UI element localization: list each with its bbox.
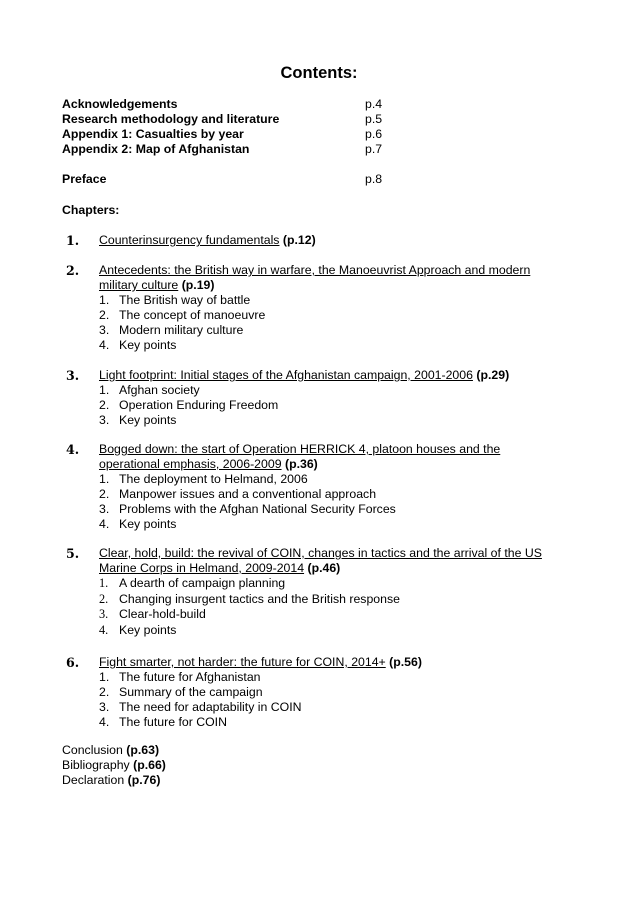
front-matter-item (62, 112, 502, 127)
front-matter-item (62, 172, 502, 187)
chapter-title-link[interactable]: operational emphasis, 2006-2009 (99, 457, 282, 471)
subsection-item: 4. Key points (99, 517, 177, 531)
front-matter-page: p.4 (365, 97, 383, 111)
front-matter-item (62, 97, 502, 112)
front-matter-label: Acknowledgements (62, 97, 178, 111)
chapters-heading: Chapters: (62, 203, 120, 217)
subsection-item: 2. Changing insurgent tactics and the British response (99, 591, 400, 606)
back-matter-label: Bibliography (62, 758, 130, 772)
chapter-heading (62, 368, 582, 383)
subsection-item: 2. The concept of manoeuvre (99, 308, 266, 322)
front-matter-page: p.6 (365, 127, 383, 141)
chapter-title-link[interactable]: Antecedents: the British way in warfare, the Manoeuvrist Approach and modern (99, 263, 531, 277)
subsection-item: 1. The future for Afghanistan (99, 670, 261, 684)
subsection-item: 1. The British way of battle (99, 293, 251, 307)
subsection-item: 1. The deployment to Helmand, 2006 (99, 472, 308, 486)
back-matter-label: Conclusion (62, 743, 123, 757)
subsection-item: 3. The need for adaptability in COIN (99, 700, 302, 714)
chapter-heading (62, 546, 582, 576)
front-matter-label: Appendix 1: Casualties by year (62, 127, 244, 141)
chapter-title-link[interactable]: military culture (99, 278, 179, 292)
chapter-entry (62, 233, 582, 248)
subsection-item: 3. Modern military culture (99, 323, 244, 337)
chapter-number: 2. (66, 263, 80, 278)
chapter-entry (62, 546, 582, 638)
chapter-page: (p.19) (181, 278, 215, 292)
back-matter-item (62, 743, 166, 758)
chapter-page: (p.56) (389, 655, 422, 669)
subsection-item: 3. Clear-hold-build (99, 607, 206, 621)
back-matter-page: (p.66) (133, 758, 166, 772)
chapter-title-link[interactable]: Counterinsurgency fundamentals (99, 233, 280, 247)
subsection-item: 2. Operation Enduring Freedom (99, 398, 279, 412)
front-matter-item (62, 142, 502, 157)
front-matter-page: p.7 (365, 142, 383, 156)
chapter-title-link[interactable]: Marine Corps in Helmand, 2009-2014 (99, 561, 305, 575)
back-matter-item (62, 773, 166, 788)
chapter-entry (62, 442, 582, 532)
front-matter-item (62, 127, 502, 142)
front-matter-page: p.8 (365, 172, 383, 186)
chapter-entry (62, 263, 582, 353)
back-matter-item (62, 758, 166, 773)
chapter-title-link[interactable]: Light footprint: Initial stages of the Afghanistan campaign, 2001-2006 (99, 368, 473, 382)
front-matter-label: Appendix 2: Map of Afghanistan (62, 142, 250, 156)
front-matter-label: Research methodology and literature (62, 112, 280, 126)
subsection-item: 4. The future for COIN (99, 715, 227, 729)
subsection-item: 1. A dearth of campaign planning (99, 576, 286, 590)
chapter-heading (62, 442, 582, 472)
chapter-page: (p.12) (282, 233, 316, 247)
back-matter-label: Declaration (62, 773, 125, 787)
chapter-heading (62, 263, 582, 293)
back-matter-list (62, 743, 166, 788)
subsection-item: 2. Summary of the campaign (99, 685, 263, 699)
subsection-item: 2. Manpower issues and a conventional approach (99, 487, 377, 501)
back-matter-page: (p.63) (126, 743, 160, 757)
chapter-entry (62, 368, 582, 428)
chapter-heading (62, 233, 582, 248)
chapter-heading (62, 655, 582, 670)
chapter-number: 3. (66, 368, 80, 383)
chapter-page: (p.29) (476, 368, 510, 382)
front-matter-label: Preface (62, 172, 107, 186)
chapter-title-link[interactable]: Bogged down: the start of Operation HERRICK 4, platoon houses and the (99, 442, 501, 456)
subsection-item: 4. Key points (99, 338, 177, 352)
chapter-number: 1. (66, 233, 80, 248)
chapter-title-link[interactable]: Fight smarter, not harder: the future for COIN, 2014+ (99, 655, 386, 669)
back-matter-page: (p.76) (127, 773, 161, 787)
chapter-title-link[interactable]: Clear, hold, build: the revival of COIN, changes in tactics and the arrival of the US (99, 546, 542, 560)
page-title: Contents: (280, 64, 358, 82)
chapter-entry (62, 655, 582, 730)
subsection-item: 3. Problems with the Afghan National Security Forces (99, 502, 396, 516)
chapter-number: 5. (66, 546, 80, 561)
chapter-page: (p.46) (307, 561, 341, 575)
chapter-number: 4. (66, 442, 80, 457)
front-matter-page: p.5 (365, 112, 383, 126)
subsection-item: 1. Afghan society (99, 383, 200, 397)
front-matter-list (62, 97, 502, 187)
chapter-number: 6. (66, 655, 80, 670)
subsection-item: 4. Key points (99, 622, 177, 637)
chapter-page: (p.36) (284, 457, 318, 471)
subsection-item: 3. Key points (99, 413, 177, 427)
